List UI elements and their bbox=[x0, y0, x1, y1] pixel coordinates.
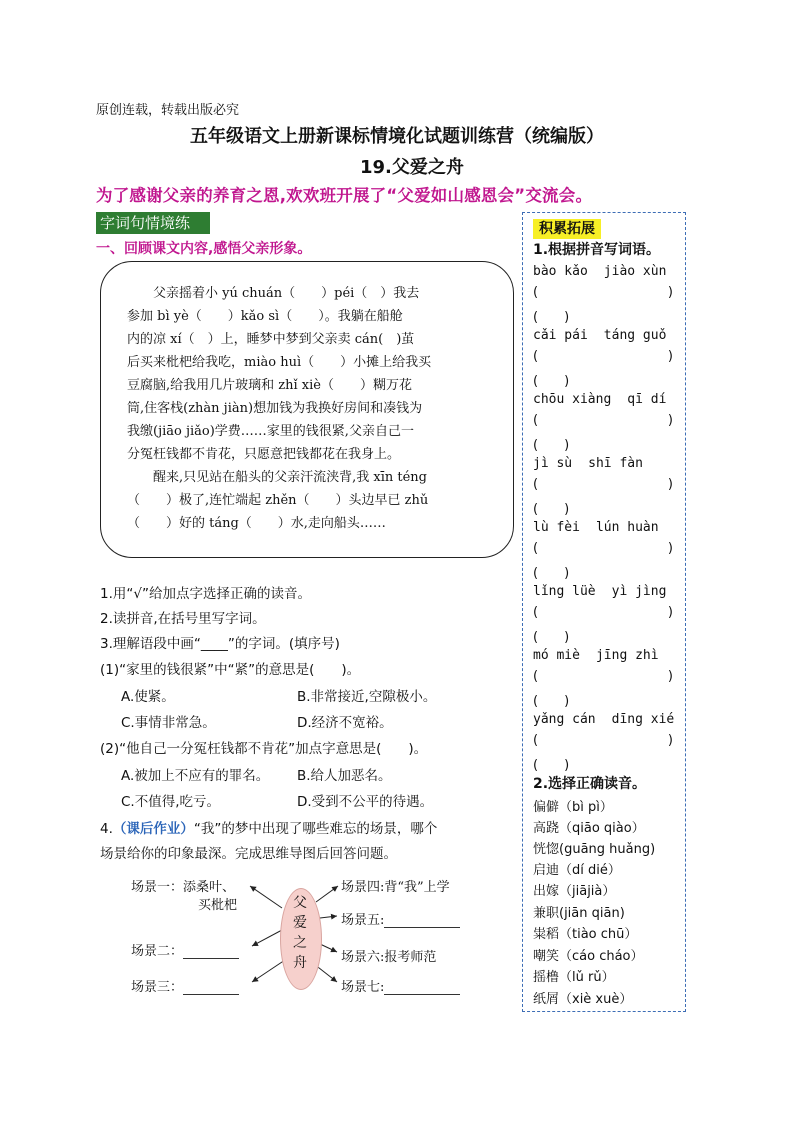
reading-item: 兼职(jiān qiān) bbox=[533, 906, 625, 921]
answer-bracket-short: ( ) bbox=[533, 374, 570, 389]
answer-bracket-short: ( ) bbox=[533, 694, 570, 709]
reading-item: 嘲笑（cáo cháo） bbox=[533, 949, 644, 964]
scene-6: 场景六:报考师范 bbox=[341, 950, 437, 965]
reading-item: 出嫁（jiājià） bbox=[533, 884, 616, 899]
question-3-2: (2)“他自己一分冤枉钱都不肯花”加点字意思是( )。 bbox=[100, 741, 428, 757]
lesson-title: 19.父爱之舟 bbox=[360, 157, 464, 178]
pinyin-group: bào kǎo jiào xùn bbox=[533, 264, 667, 279]
scene-4: 场景四:背“我”上学 bbox=[341, 880, 450, 895]
passage-line: 醒来,只见站在船头的父亲汗流浃背,我 xīn téng bbox=[153, 470, 428, 485]
passage-line: 父亲摇着小 yú chuán（ ）péi（ ）我去 bbox=[153, 286, 420, 301]
passage-line: 参加 bì yè（ ）kǎo sì（ ）。我躺在船舱 bbox=[127, 309, 403, 324]
mindmap-center-label: 父爱之舟 bbox=[293, 895, 307, 971]
reading-item: 恍惚(guāng huǎng) bbox=[533, 842, 656, 857]
scene-3: 场景三： bbox=[131, 976, 239, 995]
passage-line: 筒,住客栈(zhàn jiàn)想加钱为我换好房间和凑钱为 bbox=[127, 401, 423, 416]
answer-bracket: ( ) bbox=[533, 733, 673, 748]
question-4 bbox=[100, 817, 437, 837]
question-4-text: “我”的梦中出现了哪些难忘的场景，哪个 bbox=[193, 821, 438, 837]
scene-2: 场景二： bbox=[131, 940, 239, 959]
section-heading: 一、回顾课文内容,感悟父亲形象。 bbox=[96, 241, 312, 257]
answer-bracket-short: ( ) bbox=[533, 502, 570, 517]
option-a: A.被加上不应有的罪名。 bbox=[121, 768, 270, 784]
sidebar-heading-2: 2.选择正确读音。 bbox=[533, 776, 647, 792]
homework-tag: （课后作业） bbox=[112, 821, 194, 837]
sidebar-heading-1: 1.根据拼音写词语。 bbox=[533, 242, 661, 258]
option-c: C.事情非常急。 bbox=[121, 715, 216, 731]
scene-5: 场景五: bbox=[341, 909, 460, 928]
copyright-notice: 原创连载，转载出版必究 bbox=[96, 103, 240, 118]
reading-item: 纸屑（xiè xuè） bbox=[533, 992, 633, 1007]
answer-bracket: ( ) bbox=[533, 541, 673, 556]
passage-line: （ ）好的 táng（ ）水,走向船头…… bbox=[127, 516, 386, 531]
passage-line: 内的凉 xí（ ）上，睡梦中梦到父亲卖 cán( )茧 bbox=[127, 332, 415, 347]
passage-line: 后买来枇杷给我吃，miào huì（ ）小摊上给我买 bbox=[127, 355, 432, 370]
option-b: B.非常接近,空隙极小。 bbox=[297, 689, 437, 705]
passage-box bbox=[100, 261, 514, 558]
pinyin-group: yǎng cán dīng xié bbox=[533, 712, 675, 727]
intro-sentence: 为了感谢父亲的养育之恩,欢欢班开展了“父爱如山感恩会”交流会。 bbox=[96, 186, 593, 205]
reading-item: 粜稻（tiào chū） bbox=[533, 927, 638, 942]
question-4-text-2: 场景给你的印象最深。完成思维导图后回答问题。 bbox=[100, 846, 397, 862]
option-d: D.经济不宽裕。 bbox=[297, 715, 393, 731]
answer-bracket-short: ( ) bbox=[533, 566, 570, 581]
answer-bracket: ( ) bbox=[533, 413, 673, 428]
reading-item: 启迪（dí dié） bbox=[533, 863, 621, 878]
pinyin-group: chōu xiàng qī dí bbox=[533, 392, 667, 407]
answer-bracket: ( ) bbox=[533, 349, 673, 364]
reading-item: 高跷（qiāo qiào） bbox=[533, 821, 645, 836]
reading-item: 偏僻（bì pì） bbox=[533, 800, 613, 815]
pinyin-group: lù fèi lún huàn bbox=[533, 520, 659, 535]
question-3: 3.理解语段中画“____”的字词。(填序号) bbox=[100, 636, 340, 652]
passage-line: 豆腐脑,给我用几片玻璃和 zhǐ xiè（ ）糊万花 bbox=[127, 378, 412, 393]
scene-7: 场景七: bbox=[341, 976, 460, 995]
pinyin-group: lǐng lüè yì jìng bbox=[533, 584, 667, 599]
question-1: 1.用“√”给加点字选择正确的读音。 bbox=[100, 586, 311, 602]
pinyin-group: mó miè jīng zhì bbox=[533, 648, 659, 663]
answer-bracket-short: ( ) bbox=[533, 310, 570, 325]
passage-line: （ ）极了,连忙端起 zhěn（ ）头边早已 zhǔ bbox=[127, 493, 429, 508]
pinyin-group: cǎi pái táng guǒ bbox=[533, 328, 667, 343]
answer-bracket: ( ) bbox=[533, 285, 673, 300]
question-3-1: (1)“家里的钱很紧”中“紧”的意思是( )。 bbox=[100, 662, 361, 678]
reading-item: 摇橹（lǔ rǔ） bbox=[533, 970, 615, 985]
answer-bracket-short: ( ) bbox=[533, 630, 570, 645]
passage-line: 分冤枉钱都不肯花，只愿意把钱都花在我身上。 bbox=[127, 447, 401, 462]
scene-1-detail: 买枇杷 bbox=[198, 898, 238, 913]
question-4-number: 4. bbox=[100, 821, 113, 837]
answer-bracket: ( ) bbox=[533, 669, 673, 684]
question-2: 2.读拼音,在括号里写字词。 bbox=[100, 611, 266, 627]
passage-line: 我缴(jiāo jiǎo)学费……家里的钱很紧,父亲自己一 bbox=[127, 424, 414, 439]
option-c: C.不值得,吃亏。 bbox=[121, 794, 221, 810]
section-bar: 字词句情境练 bbox=[96, 212, 210, 234]
option-b: B.给人加恶名。 bbox=[297, 768, 392, 784]
option-a: A.使紧。 bbox=[121, 689, 175, 705]
document-title: 五年级语文上册新课标情境化试题训练营（统编版） bbox=[190, 126, 604, 147]
answer-bracket: ( ) bbox=[533, 605, 673, 620]
pinyin-group: jì sù shī fàn bbox=[533, 456, 643, 471]
sidebar-tag: 积累拓展 bbox=[533, 219, 601, 239]
answer-bracket-short: ( ) bbox=[533, 758, 570, 773]
option-d: D.受到不公平的待遇。 bbox=[297, 794, 434, 810]
answer-bracket: ( ) bbox=[533, 477, 673, 492]
scene-1: 场景一：添桑叶、 bbox=[131, 880, 236, 895]
answer-bracket-short: ( ) bbox=[533, 438, 570, 453]
